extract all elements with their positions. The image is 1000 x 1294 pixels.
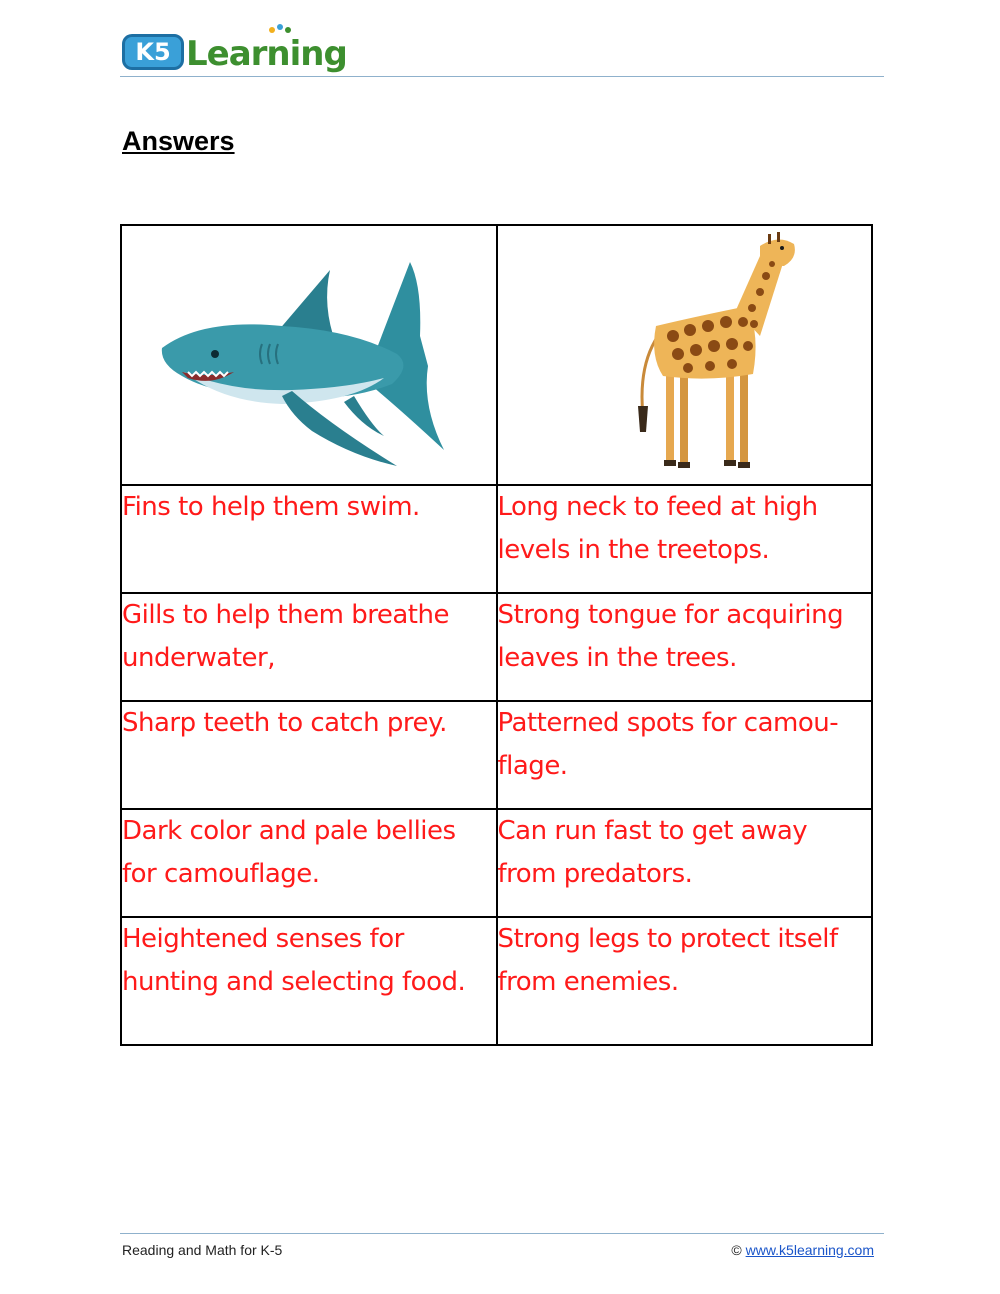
giraffe-adaptation-cell: Long neck to feed at high levels in the treetops. bbox=[497, 485, 873, 593]
giraffe-cell bbox=[497, 225, 873, 485]
table-row bbox=[121, 809, 872, 917]
answers-table bbox=[120, 224, 873, 1046]
k5-learning-logo bbox=[118, 24, 347, 76]
footer-tagline: Reading and Math for K-5 bbox=[122, 1242, 283, 1258]
copyright-symbol: © bbox=[731, 1242, 742, 1258]
logo-box: K5 bbox=[122, 34, 184, 70]
giraffe-adaptation-cell: Can run fast to get away from predators. bbox=[497, 809, 873, 917]
shark-icon bbox=[122, 226, 492, 479]
shark-adaptation-cell: Heightened senses for hunting and selecting food. bbox=[121, 917, 497, 1045]
giraffe-adaptation-cell: Strong tongue for acquiring leaves in the trees. bbox=[497, 593, 873, 701]
shark-adaptation-cell: Gills to help them breathe underwater, bbox=[121, 593, 497, 701]
table-row bbox=[121, 917, 872, 1045]
logo-figure-icon bbox=[260, 24, 300, 44]
footer-copyright bbox=[731, 1242, 874, 1258]
giraffe-adaptation-cell: Strong legs to protect itself from enemies. bbox=[497, 917, 873, 1045]
page-title: Answers bbox=[122, 126, 235, 156]
shark-adaptation-cell: Fins to help them swim. bbox=[121, 485, 497, 593]
website-link[interactable]: www.k5learning.com bbox=[745, 1242, 874, 1258]
shark-cell bbox=[121, 225, 497, 485]
footer-divider bbox=[120, 1233, 884, 1234]
shark-adaptation-cell: Dark color and pale bellies for camouflage. bbox=[121, 809, 497, 917]
table-row bbox=[121, 485, 872, 593]
logo-text: Learning bbox=[186, 34, 347, 74]
table-row bbox=[121, 593, 872, 701]
shark-adaptation-cell: Sharp teeth to catch prey. bbox=[121, 701, 497, 809]
header-divider bbox=[120, 76, 884, 77]
table-row bbox=[121, 701, 872, 809]
giraffe-adaptation-cell: Patterned spots for camou-flage. bbox=[497, 701, 873, 809]
giraffe-icon bbox=[498, 226, 878, 479]
image-row bbox=[121, 225, 872, 485]
